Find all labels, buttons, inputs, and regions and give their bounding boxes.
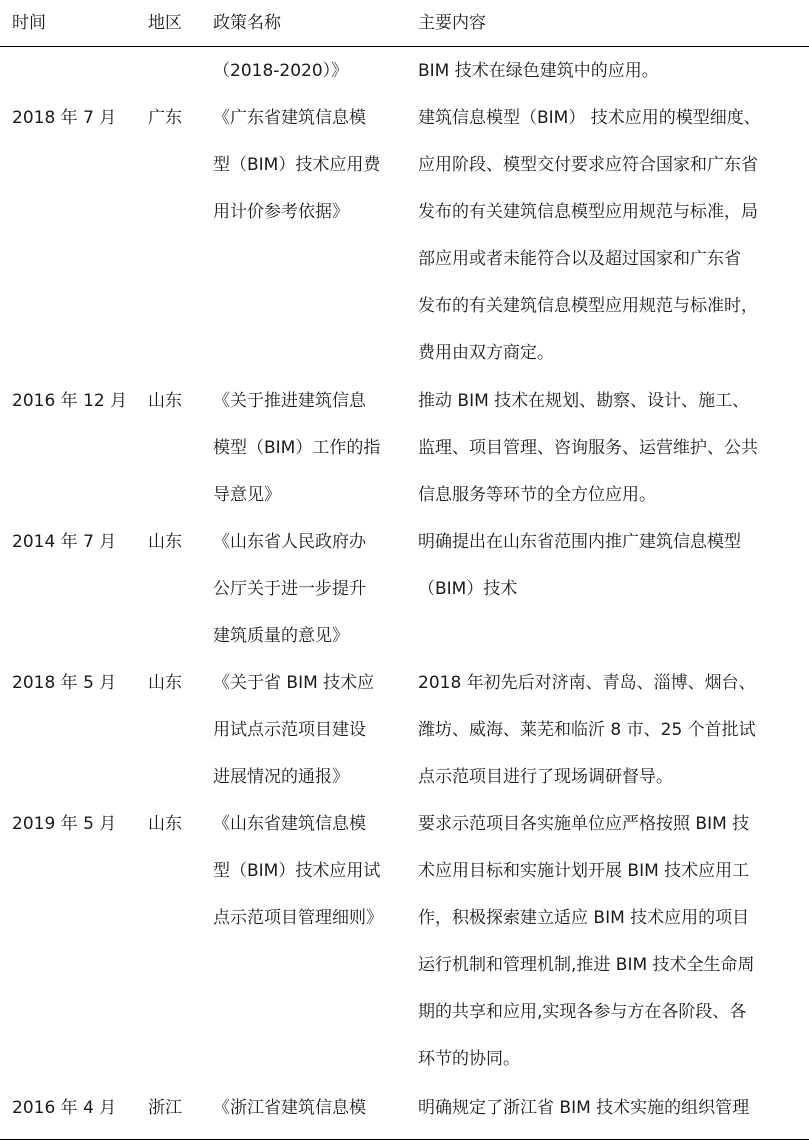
content-line: 信息服务等环节的全方位应用。 [418, 485, 656, 505]
content-line: 要求示范项目各实施单位应严格按照 BIM 技 [418, 814, 750, 834]
row-policy-name [213, 378, 380, 519]
row-policy-name [213, 1085, 366, 1132]
content-line: 点示范项目进行了现场调研督导。 [418, 767, 673, 787]
row-policy-name [213, 519, 366, 660]
policy-name-line: 《关于省 BIM 技术应 [213, 673, 375, 693]
row-region: 浙江 [148, 1098, 182, 1118]
row-time: 2016 年 12 月 [12, 391, 128, 411]
policy-name-line: 点示范项目管理细则》 [213, 908, 383, 928]
policy-name-line: （2018-2020）》 [213, 61, 349, 81]
content-line: 明确提出在山东省范围内推广建筑信息模型 [418, 532, 741, 552]
content-line: 明确规定了浙江省 BIM 技术实施的组织管理 [418, 1098, 750, 1118]
header-rule [0, 46, 809, 47]
policy-name-line: 《浙江省建筑信息模 [213, 1098, 366, 1118]
policy-name-line: 建筑质量的意见》 [213, 626, 349, 646]
content-line: （BIM）技术 [418, 579, 518, 599]
row-time: 2018 年 5 月 [12, 673, 117, 693]
row-region: 山东 [148, 532, 182, 552]
content-line: 费用由双方商定。 [418, 343, 554, 363]
row-region: 广东 [148, 108, 182, 128]
bottom-rule [0, 1139, 809, 1140]
policy-name-line: 用计价参考依据》 [213, 202, 349, 222]
policy-name-line: 《山东省人民政府办 [213, 532, 366, 552]
policy-name-line: 《关于推进建筑信息 [213, 391, 366, 411]
row-time: 2014 年 7 月 [12, 532, 117, 552]
row-policy-name [213, 48, 348, 95]
policy-name-line: 模型（BIM）工作的指 [213, 438, 381, 458]
policy-name-line: 导意见》 [213, 485, 281, 505]
policy-name-line: 型（BIM）技术应用试 [213, 861, 381, 881]
policy-name-line: 型（BIM）技术应用费 [213, 155, 381, 175]
policy-name-line: 公厅关于进一步提升 [213, 579, 366, 599]
content-line: BIM 技术在绿色建筑中的应用。 [418, 61, 659, 81]
content-line: 环节的协同。 [418, 1049, 520, 1069]
row-policy-name [213, 95, 380, 236]
row-policy-name [213, 660, 374, 801]
row-content [418, 95, 761, 377]
content-line: 部应用或者未能符合以及超过国家和广东省 [418, 249, 741, 269]
row-content [418, 1085, 749, 1132]
row-content [418, 660, 756, 801]
content-line: 术应用目标和实施计划开展 BIM 技术应用工 [418, 861, 750, 881]
row-content [418, 801, 755, 1083]
header-time: 时间 [12, 13, 46, 33]
content-line: 运行机制和管理机制,推进 BIM 技术全生命周 [418, 955, 755, 975]
header-content: 主要内容 [418, 13, 486, 33]
row-content [418, 378, 758, 519]
header-policy-name: 政策名称 [213, 13, 281, 33]
policy-name-line: 《山东省建筑信息模 [213, 814, 366, 834]
header-region: 地区 [148, 13, 182, 33]
content-line: 2018 年初先后对济南、青岛、淄博、烟台、 [418, 673, 756, 693]
content-line: 期的共享和应用,实现各参与方在各阶段、各 [418, 1002, 747, 1022]
policy-name-line: 《广东省建筑信息模 [213, 108, 366, 128]
row-region: 山东 [148, 673, 182, 693]
content-line: 应用阶段、模型交付要求应符合国家和广东省 [418, 155, 758, 175]
content-line: 潍坊、威海、莱芜和临沂 8 市、25 个首批试 [418, 720, 756, 740]
content-line: 发布的有关建筑信息模型应用规范与标准，局 [418, 202, 758, 222]
content-line: 作，积极探索建立适应 BIM 技术应用的项目 [418, 908, 750, 928]
row-region: 山东 [148, 391, 182, 411]
policy-name-line: 进展情况的通报》 [213, 767, 349, 787]
content-line: 推动 BIM 技术在规划、勘察、设计、施工、 [418, 391, 750, 411]
row-content [418, 519, 741, 613]
row-content [418, 48, 659, 95]
policy-name-line: 用试点示范项目建设 [213, 720, 366, 740]
row-time: 2018 年 7 月 [12, 108, 117, 128]
row-policy-name [213, 801, 383, 942]
content-line: 建筑信息模型（BIM） 技术应用的模型细度、 [418, 108, 761, 128]
content-line: 发布的有关建筑信息模型应用规范与标准时， [418, 296, 758, 316]
row-region: 山东 [148, 814, 182, 834]
row-time: 2019 年 5 月 [12, 814, 117, 834]
row-time: 2016 年 4 月 [12, 1098, 117, 1118]
content-line: 监理、项目管理、咨询服务、运营维护、公共 [418, 438, 758, 458]
